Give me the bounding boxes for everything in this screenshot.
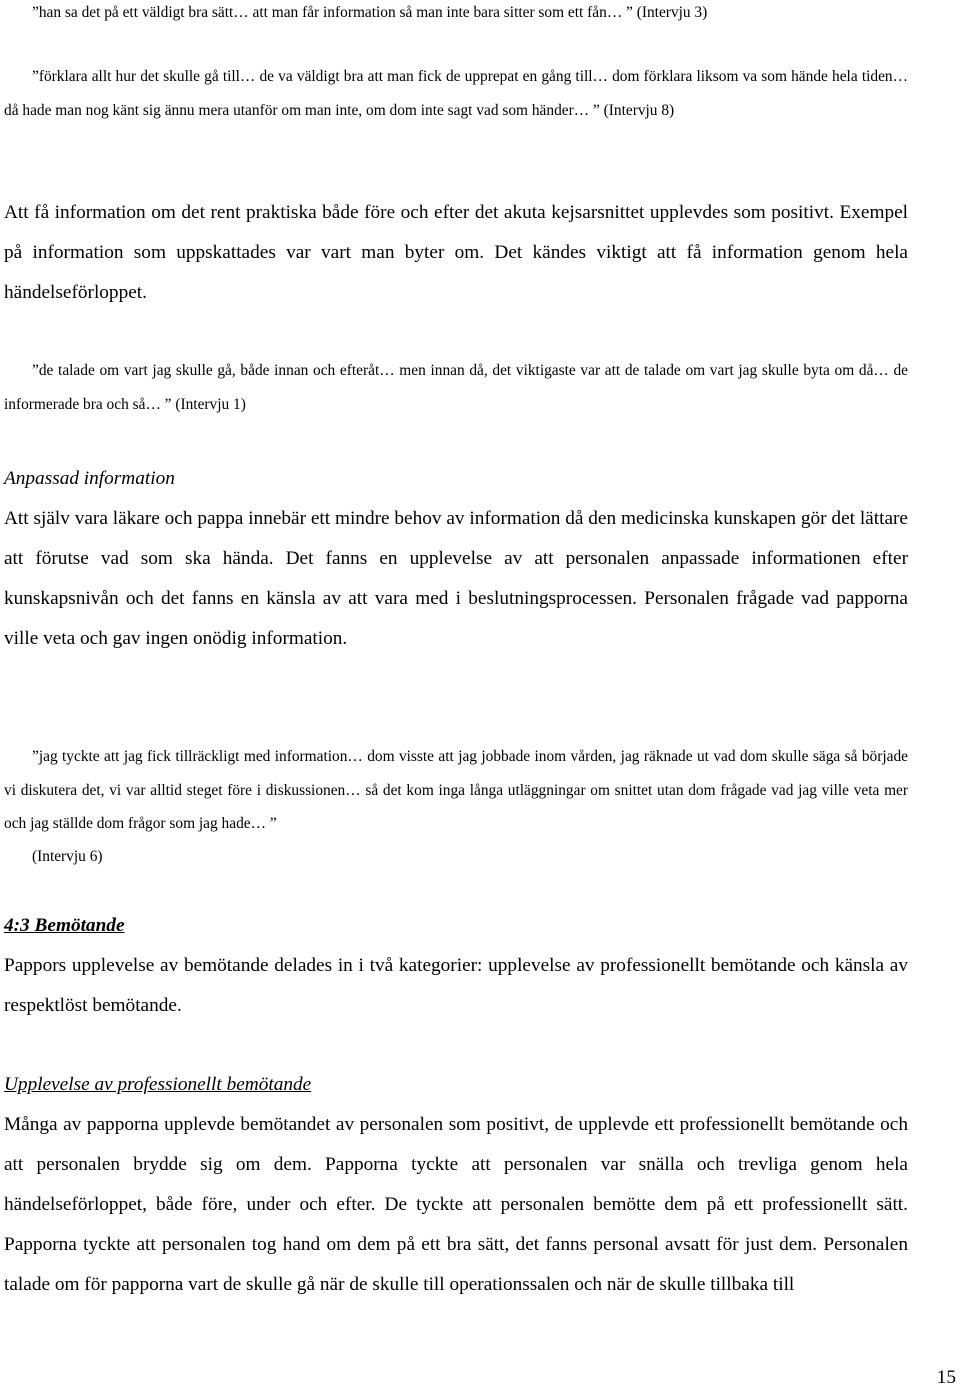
paragraph-practical-information: Att få information om det rent praktiska både före och efter det akuta kejsarsnittet upplevdes som positivt. Exempel på information som uppskattades var vart man byter om. Det kändes viktigt att få information genom hela händelseförloppet. [4,202,908,303]
subheading-anpassad-information: Anpassad information [4,468,175,489]
interview-quote-6: ”jag tyckte att jag fick tillräckligt med information… dom visste att jag jobbade inom vården, jag räknade ut vad dom skulle säga så började vi diskutera det, vi var alltid steget före i diskussionen… så det kom inga långa utläggningar om snittet utan dom frågade vad jag ville veta mer och jag ställde dom frågor som jag hade… ” [4,748,908,832]
section-heading-bemotande: 4:3 Bemötande [4,915,125,936]
paragraph-adapted-information: Att själv vara läkare och pappa innebär ett mindre behov av information då den medicinska kunskapen gör det lättare att förutse vad som ska hända. Det fanns en upplevelse av att personalen anpassade informationen efter kunskapsnivån och det fanns en känsla av att vara med i beslutningsprocessen. Personalen frågade vad papporna ville veta och gav ingen onödig information. [4,508,908,649]
paragraph-bemotande-intro: Pappors upplevelse av bemötande delades in i två kategorier: upplevelse av professionellt bemötande och känsla av respektlöst bemötande. [4,955,908,1016]
interview-quote-3: ”han sa det på ett väldigt bra sätt… att man får information så man inte bara sitter som ett fån… ” (Intervju 3) [32,4,708,21]
page-number: 15 [936,1367,956,1388]
subheading-professionellt-bemotande: Upplevelse av professionellt bemötande [4,1074,312,1095]
interview-quote-1: ”de talade om vart jag skulle gå, både innan och efteråt… men innan då, det viktigaste var att de talade om vart jag skulle byta om då… de informerade bra och så… ” (Intervju 1) [4,362,908,413]
interview-quote-8: ”förklara allt hur det skulle gå till… de va väldigt bra att man fick de upprepat en gång till… dom förklara liksom va som hände hela tiden… då hade man nog känt sig ännu mera utanför om man inte, om dom inte sagt vad som händer… ” (Intervju 8) [4,68,908,119]
interview-quote-6-reference: (Intervju 6) [32,848,103,865]
paragraph-professional-treatment: Många av papporna upplevde bemötandet av personalen som positivt, de upplevde ett professionellt bemötande och att personalen brydde sig om dem. Papporna tyckte att personalen var snälla och trevliga genom hela händelseförloppet, både före, under och efter. De tyckte att personalen bemötte dem på ett professionellt sätt. Papporna tyckte att personalen tog hand om dem på ett bra sätt, det fanns personal avsatt för just dem. Personalen talade om för papporna vart de skulle gå när de skulle till operationssalen och när de skulle tillbaka till [4,1114,908,1295]
